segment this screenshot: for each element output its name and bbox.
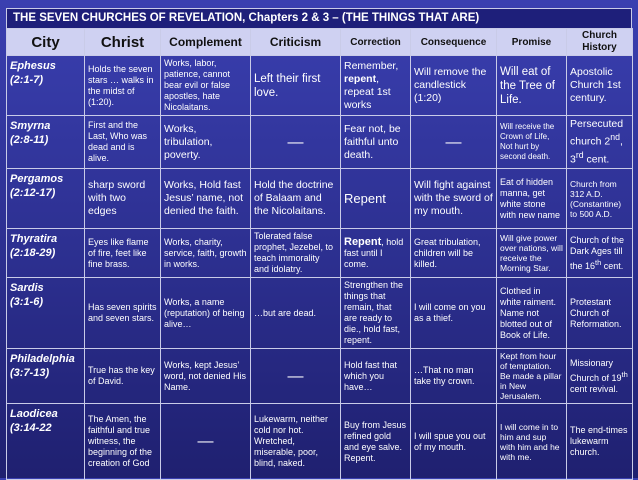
slide-title: THE SEVEN CHURCHES OF REVELATION, Chapters 2 & 3 – (THE THINGS THAT ARE) — [6, 8, 632, 28]
consequence-cell: Great tribulation, children will be killed. — [411, 229, 497, 278]
table-row — [7, 404, 633, 480]
chart-slide — [6, 8, 632, 474]
correction-emphasis: Repent — [344, 235, 382, 248]
history-sup: th — [595, 257, 602, 267]
history-cell — [567, 116, 633, 169]
criticism-cell: — — [251, 349, 341, 404]
table-row — [7, 229, 633, 278]
city-ref: (2:12-17) — [10, 187, 56, 199]
history-cell: Church from 312 A.D. (Constantine) to 500 A.D. — [567, 169, 633, 229]
promise-cell: Kept from hour of temptation. Be made a pillar in New Jerusalem. — [497, 349, 567, 404]
complement-cell: Works, labor, patience, cannot bear evil or false apostles, hate Nicolaitans. — [161, 56, 251, 116]
promise-cell: Clothed in white raiment. Name not blotted out of Book of Life. — [497, 278, 567, 349]
header-promise: Promise — [497, 29, 567, 56]
history-text: Persecuted church 2 — [570, 118, 624, 148]
correction-cell — [341, 56, 411, 116]
promise-cell: Will eat of the Tree of Life. — [497, 56, 567, 116]
correction-cell: Repent — [341, 169, 411, 229]
consequence-cell: I will come on you as a thief. — [411, 278, 497, 349]
correction-text: Remember, — [344, 59, 399, 72]
consequence-cell: Will remove the candlestick (1:20) — [411, 56, 497, 116]
consequence-cell: Will fight against with the sword of my mouth. — [411, 169, 497, 229]
city-name: Smyrna — [10, 120, 51, 132]
city-ref: (2:1-7) — [10, 74, 44, 86]
city-name: Ephesus — [10, 60, 56, 72]
header-christ: Christ — [85, 29, 161, 56]
christ-cell: True has the key of David. — [85, 349, 161, 404]
churches-table — [6, 28, 633, 480]
correction-text: , hold fast until I come. — [344, 236, 404, 269]
correction-cell: Fear not, be faithful unto death. — [341, 116, 411, 169]
city-cell — [7, 169, 85, 229]
header-row — [7, 29, 633, 56]
city-name: Sardis — [10, 282, 44, 294]
correction-cell — [341, 229, 411, 278]
city-cell — [7, 278, 85, 349]
city-ref: (3:7-13) — [10, 367, 50, 379]
header-church-history: Church History — [567, 29, 633, 56]
christ-cell: Eyes like flame of fire, feet like fine brass. — [85, 229, 161, 278]
city-name: Thyratira — [10, 233, 58, 245]
complement-cell: — — [161, 404, 251, 480]
correction-cell: Buy from Jesus refined gold and eye salve. Repent. — [341, 404, 411, 480]
header-correction: Correction — [341, 29, 411, 56]
consequence-cell: …That no man take thy crown. — [411, 349, 497, 404]
city-cell — [7, 229, 85, 278]
criticism-cell: Lukewarm, neither cold nor hot. Wretched, miserable, poor, blind, naked. — [251, 404, 341, 480]
history-sup: rd — [575, 149, 584, 160]
city-name: Philadelphia — [10, 353, 75, 365]
history-cell: Protestant Church of Reformation. — [567, 278, 633, 349]
complement-cell: Works, tribulation, poverty. — [161, 116, 251, 169]
christ-cell: Has seven spirits and seven stars. — [85, 278, 161, 349]
table-row — [7, 169, 633, 229]
header-criticism: Criticism — [251, 29, 341, 56]
city-name: Pergamos — [10, 173, 64, 185]
header-complement: Complement — [161, 29, 251, 56]
criticism-cell: …but are dead. — [251, 278, 341, 349]
promise-cell: Eat of hidden manna, get white stone with new name — [497, 169, 567, 229]
history-text: Missionary Church of 19 — [570, 357, 622, 383]
city-ref: (3:1-6) — [10, 296, 44, 308]
history-cell — [567, 229, 633, 278]
city-cell — [7, 404, 85, 480]
consequence-cell: — — [411, 116, 497, 169]
city-cell — [7, 116, 85, 169]
criticism-cell: — — [251, 116, 341, 169]
history-sup: nd — [610, 132, 621, 142]
complement-cell: Works, Hold fast Jesus’ name, not denied the faith. — [161, 169, 251, 229]
table-row — [7, 56, 633, 116]
criticism-cell: Hold the doctrine of Balaam and the Nicolaitans. — [251, 169, 341, 229]
history-text: cent revival. — [570, 383, 619, 394]
history-sup: th — [621, 369, 628, 379]
city-name: Laodicea — [10, 408, 58, 420]
table-row — [7, 349, 633, 404]
correction-emphasis: repent — [344, 72, 377, 85]
city-ref: (2:18-29) — [10, 247, 56, 259]
christ-cell: sharp sword with two edges — [85, 169, 161, 229]
city-ref: (3:14-22 — [10, 422, 52, 434]
city-ref: (2:8-11) — [10, 134, 49, 146]
history-text: cent. — [583, 153, 610, 165]
correction-cell: Hold fast that which you have… — [341, 349, 411, 404]
city-cell — [7, 349, 85, 404]
header-city: City — [7, 29, 85, 56]
history-text: cent. — [601, 260, 624, 271]
promise-cell: Will receive the Crown of Life, Not hurt by second death. — [497, 116, 567, 169]
promise-cell: I will come in to him and sup with him and he with me. — [497, 404, 567, 480]
history-cell: The end-times lukewarm church. — [567, 404, 633, 480]
table-row — [7, 116, 633, 169]
history-text: Church of the Dark Ages till the 16 — [570, 234, 625, 271]
christ-cell: The Amen, the faithful and true witness, the beginning of the creation of God — [85, 404, 161, 480]
correction-cell: Strengthen the things that remain, that are ready to die., hold fast, repent. — [341, 278, 411, 349]
christ-cell: First and the Last, Who was dead and is alive. — [85, 116, 161, 169]
consequence-cell: I will spue you out of my mouth. — [411, 404, 497, 480]
criticism-cell: Tolerated false prophet, Jezebel, to teach immorality and idolatry. — [251, 229, 341, 278]
complement-cell: Works, kept Jesus’ word, not denied His Name. — [161, 349, 251, 404]
city-cell — [7, 56, 85, 116]
complement-cell: Works, charity, service, faith, growth in works. — [161, 229, 251, 278]
history-cell — [567, 349, 633, 404]
history-cell: Apostolic Church 1st century. — [567, 56, 633, 116]
history-text: , 3 — [570, 135, 623, 165]
promise-cell: Will give power over nations, will receive the Morning Star. — [497, 229, 567, 278]
correction-text: , repeat 1st works — [344, 72, 391, 111]
criticism-cell: Left their first love. — [251, 56, 341, 116]
table-row — [7, 278, 633, 349]
complement-cell: Works, a name (reputation) of being alive… — [161, 278, 251, 349]
christ-cell: Holds the seven stars … walks in the midst of (1:20). — [85, 56, 161, 116]
header-consequence: Consequence — [411, 29, 497, 56]
